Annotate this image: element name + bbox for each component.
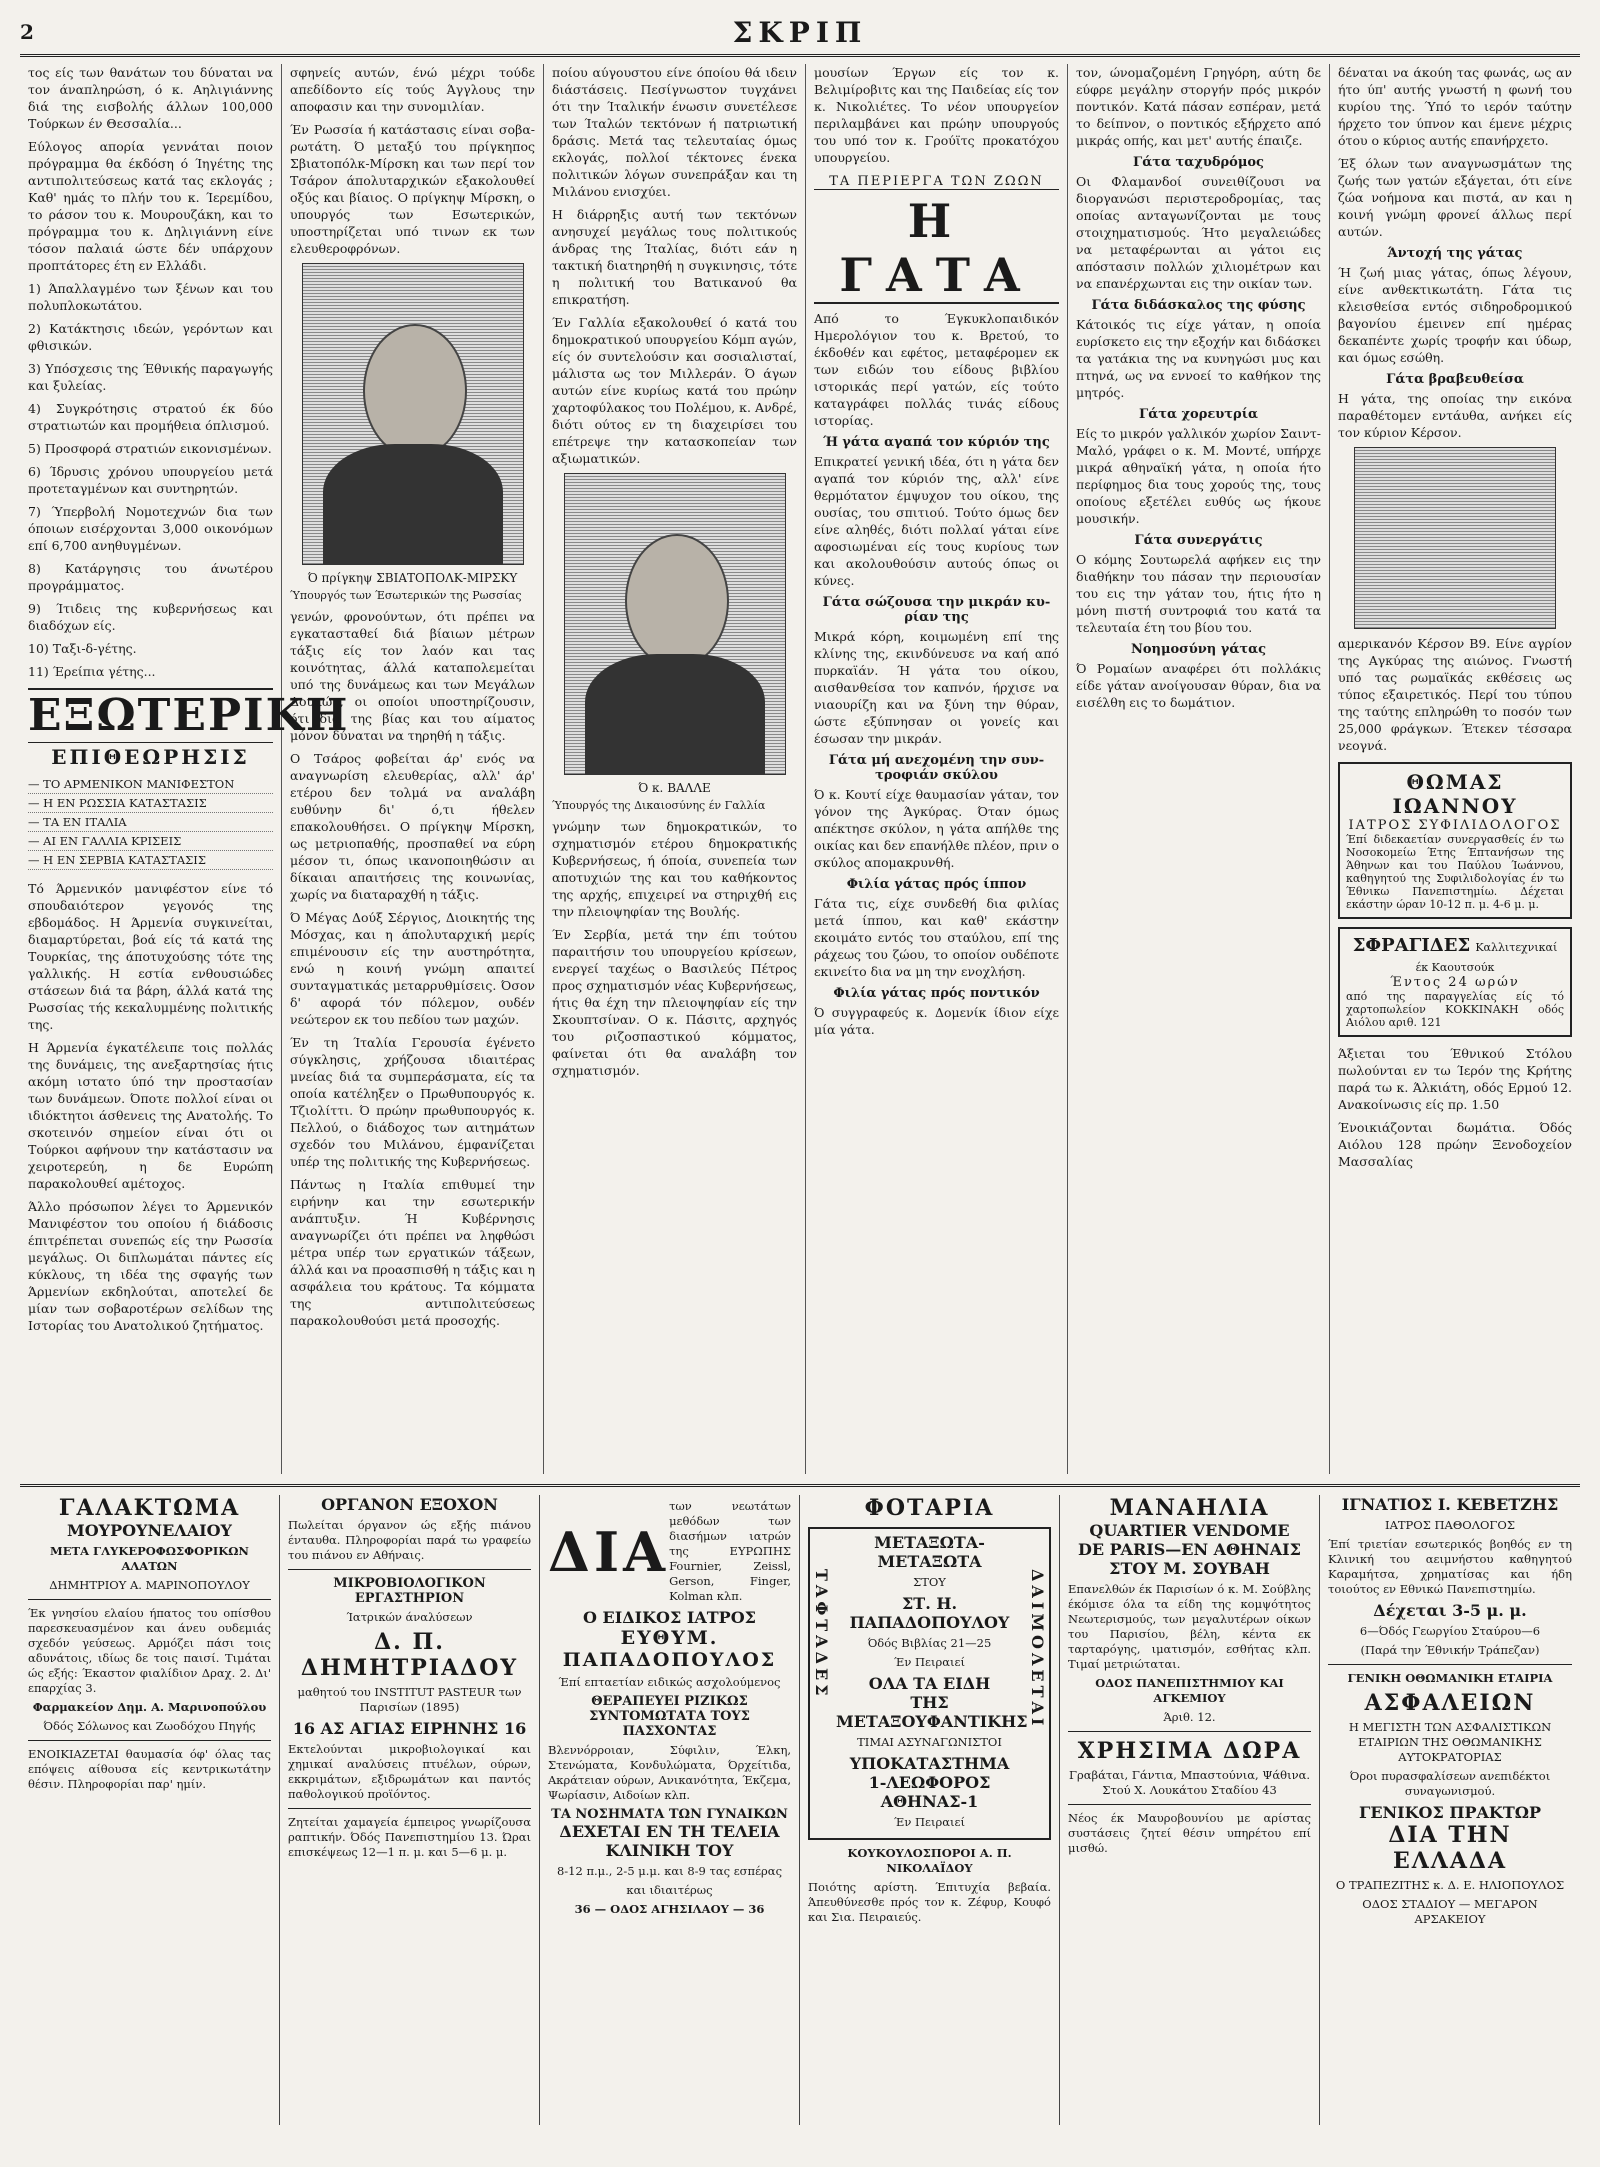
lab-name: Δ. Π. ΔΗΜΗΤΡΙΑΔΟΥ	[300, 1629, 519, 1681]
rooms-ad: Ένοικιάζονται δωμάτια. Όδός Αιόλου 128 πρώην Ξενοδοχείον Μασσαλίας	[1338, 1120, 1572, 1169]
ad-title: ΜΑΝΑΗΛΙΑ	[1109, 1495, 1270, 1521]
gift-title: ΧΡΗΣΙΜΑ ΔΩΡΑ	[1077, 1738, 1302, 1764]
paragraph: μουσίων Έργων είς τον κ. Βελιμίροβιτς και της Παιδείας είς τον κ. Νικολιέτες. Το νέον υπουργείον περιλαμβάνει και πρώην υπουργούς του υπό τον κ. Γρούϊτς προκατόχου υπουργείου.	[814, 65, 1059, 165]
ad-branch-place: Έν Πειραιεί	[894, 1815, 965, 1829]
ad-line: Έπί επταετίαν ειδικώς ασχολούμενος	[558, 1675, 781, 1689]
ad-address: ΟΔΟΣ ΠΑΝΕΠΙΣΤΗΜΙΟΥ ΚΑΙ ΑΓΚΕΜΙΟΥ	[1095, 1676, 1284, 1705]
ad-doctor-insurance	[1320, 1495, 1580, 2125]
ad-place: Έν Πειραιεί	[894, 1655, 965, 1669]
paragraph: Ό κ. Κουτί είχε θαυμασίαν γάταν, τον γόνον της Άγκύρας. Όταν όμως απέκτησε σκύλον, η γάτα απήλθε της οικίας και δεν επανήλθε πλέον, πριν ο σκύλος απομακρυνθή.	[814, 787, 1059, 870]
doctor-ad	[1338, 762, 1572, 919]
ad-maker: ΔΗΜΗΤΡΙΟΥ Α. ΜΑΡΙΝΟΠΟΥΛΟΥ	[49, 1578, 250, 1592]
divider	[288, 1808, 531, 1809]
gift-list: Γραβάται, Γάντια, Μπαστούνια, Ψάθινα. Στού Χ. Λουκάτου Σταδίου 43	[1068, 1768, 1311, 1797]
list-item: 3) Υπόσχεσις της Έθνικής παραγωγής και ξυλείας.	[28, 361, 273, 393]
ad-of: ΣΤΟΥ Μ. ΣΟΥΒΑΗ	[1109, 1559, 1270, 1578]
ad-address: 36 — ΟΔΟΣ ΑΓΗΣΙΛΑΟΥ — 36	[574, 1902, 765, 1916]
masthead: ΣΚΡΙΠ	[732, 16, 868, 49]
lab-more: Εκτελούνται μικροβιολογικαί και χημικαί αναλύσεις πτυέλων, ούρων, εκκριμάτων, εξιδρωμάτων και παντός παθολογικού προϊόντος.	[288, 1742, 531, 1801]
doctor-address: 6—Όδός Γεωργίου Σταύρου—6	[1359, 1624, 1541, 1638]
paragraph: Κάτοικός τις είχε γάταν, η οποία ευρίσκετο εις την εξοχήν και διδάσκει τα γατάκια της να κυνηγώσι μυς και πτηνά, ως να εννοεί το καθήκον της μητρός.	[1076, 317, 1321, 400]
ad-all: ΟΛΑ ΤΑ ΕΙΔΗ	[868, 1674, 991, 1693]
portrait-caption: Ό κ. ΒΑΛΛΕ	[638, 781, 711, 795]
ad-specialist-doctor	[540, 1495, 800, 2125]
subheading: Φιλία γάτας πρός ποντικόν	[833, 986, 1040, 1001]
insurance-top: ΓΕΝΙΚΗ ΟΘΩΜΑΝΙΚΗ ΕΤΑΙΡΙΑ	[1347, 1671, 1553, 1685]
paragraph: γνώμην των δημοκρατικών, το σχηματισμόν ετέρου δημοκρατικής Κυβερνήσεως, ή όποία, συνεπεία των αποτυχιών της και του καθήκοντος της αρχής, επιχειρεί να στηριχθή εις την πλειοψηφίαν της Βουλής.	[552, 819, 797, 919]
paragraph: Είς το μικρόν γαλλικόν χωρίον Σαιντ-Μαλό, γράφει ο κ. Μ. Μοντέ, υπήρχε μικρά αθηναϊκή γάτα, η οποία ήτο περίφημος δια τους χορούς της, τους οποίους εξετέλει ευθύς ως ήκουε μουσικήν.	[1076, 426, 1321, 526]
portrait-subcaption: Ύπουργός της Δικαιοσύνης έν Γαλλία	[552, 799, 766, 812]
ad-hours: 8-12 π.μ., 2-5 μ.μ. και 8-9 τας εσπέρας	[556, 1864, 783, 1878]
paragraph: Εύλογος απορία γεννάται ποιον πρόγραμμα θα έκδόση ό Ίηγέτης της αντιπολιτεύσεως κατά τας εκλογάς ; Καθ' ημάς το πλήν του κ. Ίερεμίδου, το ράσον του κ. Μουρουζάκη, και το πρόγραμμα του κ. Δηλιγιάννη είνε τόσον παλαιά ώστε δέν υπάρχουν προπτάτορες έτη εν Ελλάδι.	[28, 139, 273, 273]
list-item: 4) Συγκρότησις στρατού έκ δύο στρατιωτών και προμήθεια όπλισμού.	[28, 401, 273, 433]
newspaper-page	[20, 14, 1580, 2134]
lab-sub: Ίατρικών άναλύσεων	[346, 1610, 473, 1624]
column-6	[1330, 64, 1580, 1474]
ad-free: και ιδιαιτέρως	[626, 1883, 713, 1897]
ad-sub: ΜΕΤΑ ΓΛΥΚΕΡΟΦΩΣΦΟΡΙΚΩΝ ΑΛΑΤΩΝ	[50, 1544, 249, 1573]
portrait-subcaption: Ύπουργός των Έσωτερικών της Ρωσσίας	[290, 589, 522, 602]
subheading: Άντοχή της γάτας	[1387, 246, 1523, 261]
ad-side-left: ΤΑΦΤΑΔΕΣ	[812, 1569, 831, 1700]
paragraph: Ο κόμης Σουτωρελά αφήκεν εις την διαθήκην του πάσαν την περιουσίαν του εις την γάταν του, ήτις ήτο η μόνη πιστή συντροφιά του κατά τα τελευταία έτη του βίου του.	[1076, 552, 1321, 635]
ad-text: Πωλείται όργανον ώς εξής πιάνου ένταυθα. Πληροφορίαι παρά τω γραφείω του πιάνου εν Αθήναις.	[288, 1518, 531, 1562]
section-heading: ΕΞΩΤΕΡΙΚΗ	[28, 690, 350, 741]
seal-sub: Έντος 24 ωρών	[1390, 975, 1520, 990]
ad-frame	[808, 1527, 1051, 1840]
ad-cod-liver-oil	[20, 1495, 280, 2125]
paragraph: Τό Άρμενικόν μανιφέστον είνε τό σπουδαιότερον γεγονός της εβδομάδος. Η Άρμενία συγκινείται, διαμαρτύρεται, βοά είς τά κατά της Τουρκίας, της άποτυχούσης τότε της γαλλικής. Η εστία ενθουσιώδες στάσεων διά τα βάρη, άλλά κατά της Ρωσσίας τής κεκαλυμμένης πολιτικής της.	[28, 881, 273, 1032]
subheading: Νοημοσύνη γάτας	[1130, 642, 1267, 657]
paragraph: δέναται να άκούη τας φωνάς, ως αν ήτο ύπ' αυτής γνωστή η φωνή του κυρίου της. Ύπό το ιερόν ταύτην ήρχετο τον ύπνον και έμενε μέχρις ότου ο κύριος αυτής επανήρχετο.	[1338, 65, 1572, 148]
ad-address: Όδός Βιβλίας 21—25	[867, 1636, 992, 1650]
ad-branch-address: 1-ΛΕΩΦΟΡΟΣ ΑΘΗΝΑΣ-1	[868, 1773, 991, 1811]
subheading: Γάτα βραβευθείσα	[1386, 372, 1524, 387]
ad-text: Επανελθών έκ Παρισίων ό κ. Μ. Σούβλης έκόμισε όλα τα είδη της κομψότητος Νεωτερισμούς, των μεγαλυτέρων οίκων του Παρισίου, βέλη, κέντα εκ ταρταρόγης, ιματισμόν, εσθήτας κλπ. Τιμαί μετριώταται.	[1068, 1582, 1311, 1671]
ad-desc: Ποιότης αρίστη. Έπιτυχία βεβαία. Άπευθύνεσθε πρός τον κ. Ζέφυρ, Κουφό και Σια. Πειραιεύς.	[808, 1880, 1051, 1924]
paragraph: Ό Μέγας Δούξ Σέργιος, Διοικητής της Μόσχας, και η άπολυταρχική μερίς επιμένουσιν είς την αυστηρότητα, ενώ η κοινή γνώμη απαιτεί συνταγματικάς μεταρρυθμίσεις. Όσον δ' αφορά τόν πόλεμον, ουδέν νεώτερον εκ του πεδίου των μαχών.	[290, 910, 535, 1027]
doctor-role: ΙΑΤΡΟΣ ΣΥΦΙΛΙΔΟΛΟΓΟΣ	[1348, 818, 1562, 833]
ad-name: ΣΤ. Η. ΠΑΠΑΔΟΠΟΥΛΟΥ	[849, 1594, 1010, 1632]
portrait-face	[363, 324, 467, 458]
ad-text: Έκ γνησίου ελαίου ήπατος του οπίσθου παρεσκευασμένον και άνευ ουδεμιάς σχεδόν γεύσεως. Αρμόζει πάσι τοις αδυνάτοις, ιδίως δε τοις παισί. Τιμάται ώς εξής: Έκαστον φιαλίδιον Δραχ. 2. Δι' επαρχίας 3.	[28, 1606, 271, 1695]
portrait-body	[323, 444, 503, 564]
divider	[1068, 1804, 1311, 1805]
seal-text: από της παραγγελίας είς τό χαρτοπωλείον ΚΟΚΚΙΝΑΚΗ οδός Αιόλου αριθ. 121	[1346, 990, 1564, 1029]
paragraph: Η Άρμενία έγκατέλειπε τοις πολλάς της δυνάμεις, της ανεξαρτησίας ήτις ακόμη ιστατο ύπό την προστασίαν των δυνάμεων. Όποτε πολλοί είναι οι ιδιόκτητοι άσθενεις της Ανατολής. Το σκοτεινόν σημείον είναι ότι οι Τούρκοι αφήνουν την κατάστασιν να χειροτερεύη, η δε Ευρώπη παρακολουθεί αμέτοχος.	[28, 1040, 273, 1191]
list-item: 7) Ύπερβολή Νομοτεχνών δια των όποιων εισέρχονται 3,000 οικονόμων επί 6,700 ανηθυγμένων.	[28, 504, 273, 553]
insurance-agent: ΓΕΝΙΚΟΣ ΠΡΑΚΤΩΡ	[1358, 1803, 1542, 1822]
paragraph: Η γάτα, της οποίας την εικόνα παραθέτομεν εντάυθα, ανήκει είς τον κύριον Κέρσον.	[1338, 391, 1572, 440]
ad-title: ΓΑΛΑΚΤΩΜΑ	[58, 1495, 241, 1521]
subheading: Γάτα χορευτρία	[1139, 407, 1258, 422]
subheading: Φιλία γάτας πρός ίππον	[846, 877, 1027, 892]
doctor-name: ΙΓΝΑΤΙΟΣ Ι. ΚΕΒΕΤΖΗΣ	[1341, 1495, 1559, 1514]
page-header	[20, 14, 1580, 57]
paragraph: ποίου αύγουστου είνε όποίου θά ιδειν διάστάσεις. Πεσίγνωστον τυγχάνει ότι την Ίταλικήν ένωσιν συνετέλεσε των Ίταλών τεκτόνων ή πατριωτική δράσις. Μετά τας τελευταίας όμως εκλογάς, πολλοί τέκτονες ένεκα πολιτικών λόγων συνεπράξαν και τη Μιλάνου ενισχύει.	[552, 65, 797, 199]
section-subheading: ΕΠΙΘΕΩΡΗΣΙΣ	[51, 745, 250, 769]
subheading: Γάτα συνεργάτις	[1134, 533, 1263, 548]
paragraph: Άλλο πρόσωπον λέγει το Άρμενικόν Μανιφέστον του οποίου ή διάδοσις έπιτρέπεται συνεπώς είς την Ρωσσία μεγάλως. Οι διπλωμάται πάντες είς κύκλους, τη ιδέα της σφαγής των Άρμενίων εκδηλούται, αποτελεί δε μίαν των σοβαροτέρων σελίδων της Ιστορίας του Ανατολικού ζητήματος.	[28, 1199, 273, 1333]
doctor-text: Έπί τριετίαν εσωτερικός βοηθός εν τη Κλινική του αειμνήστου καθηγητού Καραμήτσα, χρηματίσας και ήδη τοιούτος εν Εθνικώ Πανεπιστημίω.	[1328, 1537, 1572, 1596]
paragraph: Οι Φλαμανδοί συνειθίζουσι να διοργανώσι περιστεροδρομίας, τας οποίας ανταγωνίζονται με τους στοιχηματισμούς. Ήτο μεγαλειώδες να μεταφέρωνται αι γάτοι εις απόστασιν πολλών χιλιομέτρων και να επανέρχωνται εις την οικίαν των.	[1076, 174, 1321, 291]
ad-name: ΜΟΥΡΟΥΝΕΛΑΙΟΥ	[67, 1521, 232, 1540]
topic-item: — ΤΟ ΑΡΜΕΝΙΚΟΝ ΜΑΝΙΦΕΣΤΟΝ	[28, 775, 273, 794]
paragraph: γενών, φρονούντων, ότι πρέπει να εγκατασταθεί διά βίαιων μέτρων τάξις είς τον λαόν και τας κοινότητας, άλλά καταπολεμείται υπό της δυνάμεως και των Μεγάλων Δουκών, οι οποίοι υποστηρίζουσιν, ότι διά της βίας και του αίματος μόνον δύναται να τηρηθή η τάξις.	[290, 609, 535, 743]
ad-header	[548, 1495, 791, 1608]
ad-items: ΤΗΣ ΜΕΤΑΞΟΥΦΑΝΤΙΚΗΣ	[836, 1693, 1028, 1731]
doctor-name: ΕΥΘΥΜ. ΠΑΠΑΔΟΠΟΥΛΟΣ	[562, 1627, 777, 1671]
lab-title: ΜΙΚΡΟΒΙΟΛΟΓΙΚΟΝ ΕΡΓΑΣΤΗΡΙΟΝ	[333, 1576, 486, 1606]
list-item: 10) Ταξι-δ-γέτης.	[28, 641, 137, 656]
paragraph: Ό συγγραφεύς κ. Δομενίκ ίδιον είχε μία γάτα.	[814, 1005, 1059, 1037]
portrait-body	[585, 654, 765, 774]
subheading: Γάτα σώζουσα την μικράν κυρίαν της	[822, 595, 1051, 625]
ad-side-right: ΔΑΙΜΟΛΕΤΑΙ	[1028, 1569, 1047, 1730]
insurance-bank-address: ΟΔΟΣ ΣΤΑΔΙΟΥ — ΜΕΓΑΡΟΝ ΑΡΣΑΚΕΙΟΥ	[1362, 1897, 1538, 1926]
seal-title: ΣΦΡΑΓΙΔΕΣ	[1352, 935, 1471, 956]
topics-list	[28, 775, 273, 870]
paragraph: σφηνείς αυτών, ένώ μέχρι τούδε απεδίδοντο είς τούς Άγγλους την αποφασιν και την συνομιλίαν.	[290, 65, 535, 114]
column-1	[20, 64, 350, 1474]
ad-sub: ΤΑ ΝΟΣΗΜΑΤΑ ΤΩΝ ΓΥΝΑΙΚΩΝ	[551, 1807, 788, 1822]
doctor-role: ΙΑΤΡΟΣ ΠΑΘΟΛΟΓΟΣ	[1385, 1518, 1515, 1532]
ad-branch: ΥΠΟΚΑΤΑΣΤΗΜΑ	[849, 1754, 1010, 1773]
insurance-terms: Όροι πυρασφαλίσεων ανεπιδέκτοι συναγωνισμού.	[1349, 1769, 1551, 1798]
paragraph: Επικρατεί γενική ιδέα, ότι η γάτα δεν αγαπά τον κύριόν της, αλλ' είνε θερμότατον έμψυχον του οίκου, της ουσίας, του σπιτιού. Τούτο όμως δεν είνε αληθές, διότι πολλαί γάται είνε αφοσιωμέναι είς τους κυρίους των και ακολουθούσιν αυτούς όπως οι κύνες.	[814, 454, 1059, 588]
paragraph: Έν τη Ίταλία Γερουσία έγένετο σύγκλησις, χρήζουσα ιδιαιτέρας μνείας διά τα συμπεράσματα, είς τα οποία κατέληξεν ο Πρωθυπουργός κ. Τζιολίττι. Ό πρώην πρωθυπουργός κ. Πελλού, ο διάδοχος των αιτημάτων σχεδόν του Μιλάνου, έμφανίζεται υπέρ της πολιτικής της Κυβερνήσεως.	[290, 1035, 535, 1169]
ad-quartier: QUARTIER VENDOME	[1089, 1521, 1290, 1540]
ad-receives: ΔΕΧΕΤΑΙ ΕΝ ΤΗ ΤΕΛΕΙΑ ΚΛΙΝΙΚΗ ΤΟΥ	[559, 1822, 780, 1860]
list-item: 6) Ίδρυσις χρόνου υπουργείου μετά προτεταγμένων και συντηρητών.	[28, 464, 273, 496]
ad-address: Όδός Σόλωνος και Ζωοδόχου Πηγής	[43, 1719, 256, 1733]
doctor-hours: Δέχεται 3-5 μ. μ.	[1373, 1601, 1527, 1620]
lab-text: μαθητού του INSTITUT PASTEUR των Παρισίων (1895)	[297, 1685, 522, 1714]
divider	[288, 1569, 531, 1570]
seal-ad	[1338, 927, 1572, 1037]
paragraph: τον, ώνομαζομένη Γρηγόρη, αύτη δε εύφρε μεγάλην στοργήν πρός μικρόν ποντικόν. Κατά πάσαν εσπέραν, μετά το δείπνον, ο ποντικός εξήρχετο από μικράς οπής, και μετ' αυτής έπαιζε.	[1076, 65, 1321, 148]
divider	[28, 1740, 271, 1741]
ad-title: ΟΡΓΑΝΟΝ ΕΞΟΧΟΝ	[321, 1495, 498, 1514]
ad-title: ΦΟΤΑΡΙΑ	[864, 1495, 995, 1521]
ad-room: Ζητείται χαμαγεία έμπειρος γνωρίζουσα ραπτικήν. Όδός Πανεπιστημίου 13. Ώραι επισκέψεως 12—1 π. μ. και 5—6 μ. μ.	[288, 1815, 531, 1859]
doctor-near: (Παρά την Έθνικήν Τράπεζαν)	[1360, 1643, 1540, 1657]
paragraph: Ό Ρομαίων αναφέρει ότι πολλάκις είδε γάταν ανοίγουσαν θύραν, δια να εισέλθη εις το δωμάτιον.	[1076, 661, 1321, 710]
divider	[1328, 1664, 1572, 1665]
ad-top: ΜΕΤΑΞΩΤΑ-ΜΕΤΑΞΩΤΑ	[874, 1533, 985, 1571]
paragraph: αμερικανόν Κέρσον Β9. Είνε αγρίον της Αγκύρας της αιώνος. Γνωστή υπό τας ρωμαϊκάς εκθέσεις ως τύπος εξαιρετικός. Περί του τύπου της ταύτης επληρώθη το ποσόν των 25,000 φράγκων. Έτεκεν τέσσαρα νεογνά.	[1338, 636, 1572, 753]
portrait-engraving	[564, 473, 786, 775]
cat-engraving	[1354, 447, 1556, 629]
lab-address: 16 ΑΣ ΑΓΙΑΣ ΕΙΡΗΝΗΣ 16	[292, 1719, 527, 1738]
feature-label: ΤΑ ΠΕΡΙΕΡΓΑ ΤΩΝ ΖΩΩΝ	[814, 174, 1059, 190]
paragraph: Έν Γαλλία εξακολουθεί ό κατά του δημοκρατικού υπουργείου Κόμπ αγών, είς όν συντελούσιν και σοσιαλισταί, μάλιστα ως τον Μιλλεράν. Ό άγων αυτών είνε κυρίως κατά του πρώην χαρτοφύλακος του Πολέμου, κ. Ανδρέ, διότι ούτος εν τη διαχειρίσει του επέτρεψε την κατασκοπείαν των αξιωματικών.	[552, 315, 797, 466]
doctor-name: ΘΩΜΑΣ ΙΩΑΝΝΟΥ	[1392, 770, 1518, 818]
insurance-text: Η ΜΕΓΙΣΤΗ ΤΩΝ ΑΣΦΑΛΙΣΤΙΚΩΝ ΕΤΑΙΡΙΩΝ ΤΗΣ ΟΘΩΜΑΝΙΚΗΣ ΑΥΤΟΚΡΑΤΟΡΙΑΣ	[1348, 1720, 1552, 1764]
list-item: 2) Κατάκτησις ιδεών, γερόντων και φθισικών.	[28, 321, 273, 353]
list-item: 9) Ίτιδεις της κυβερνήσεως και διαδόχων είς.	[28, 601, 273, 633]
topic-item: — Η ΕΝ ΣΕΡΒΙΑ ΚΑΤΑΣΤΑΣΙΣ	[28, 851, 273, 870]
insurance-bank: Ο ΤΡΑΠΕΖΙΤΗΣ κ. Δ. Ε. ΗΛΙΟΠΟΥΛΟΣ	[1335, 1878, 1565, 1892]
topic-item: — Η ΕΝ ΡΩΣΣΙΑ ΚΑΤΑΣΤΑΣΙΣ	[28, 794, 273, 813]
feature-title: Η ΓΑΤΑ	[814, 194, 1059, 304]
ad-de-paris: DE PARIS—ΕΝ ΑΘΗΝΑΙΣ	[1078, 1540, 1301, 1559]
subheading: Γάτα ταχυδρόμος	[1133, 155, 1264, 170]
ad-number: Άριθ. 12.	[1163, 1710, 1216, 1724]
ad-silks	[800, 1495, 1060, 2125]
list-item: 5) Προσφορά στρατιών εικονισμένων.	[28, 441, 272, 456]
paragraph: Έν Σερβία, μετά την έπι τούτου παραιτήσιν του υπουργείου κρίσεων, ενεργεί ταχέως ο Βασιλεύς Πέτρος προς σχηματισμόν νέας Κυβερνήσεως, ήτις θα έχη την πλειοψηφίαν είς την Σκουπτσίναν. Ο κ. Πάσιτς, αρχηγός του ριζοσπαστικού κόμματος, φαίνεται ότι θα αναλάβη τον σχηματισμόν.	[552, 927, 797, 1078]
topic-item: — ΤΑ ΕΝ ΙΤΑΛΙΑ	[28, 813, 273, 832]
list-item: 11) Έρείπια γέτης...	[28, 664, 156, 679]
ad-bottom: ΚΟΥΚΟΥΛΟΣΠΟΡΟΙ Α. Π. ΝΙΚΟΛΑΪΔΟΥ	[847, 1846, 1012, 1875]
list-item: 8) Κατάργησις του άνωτέρου προγράμματος.	[28, 561, 273, 593]
portrait-caption: Ό πρίγκηψ ΣΒΙΑΤΟΠΟΛΚ-ΜΙΡΣΚΥ	[307, 571, 518, 585]
page-number: 2	[20, 20, 34, 44]
subheading: Ή γάτα αγαπά τον κύριόν της	[823, 435, 1050, 450]
ad-fashion	[1060, 1495, 1320, 2125]
ad-news: Νέος έκ Μαυροβουνίου με αρίστας συστάσεις ζητεί θέσιν υπηρέτου επί μισθώ.	[1068, 1811, 1311, 1855]
column-2	[282, 64, 544, 1474]
paragraph: Έξ όλων των αναγνωσμάτων της ζωής των γατών εξάγεται, ότι είνε ζώα νοήμονα και πιστά, αν και η κοινή γνώμη φρονεί άλλως περί αυτών.	[1338, 156, 1572, 239]
ad-treat: ΘΕΡΑΠΕΥΕΙ ΡΙΖΙΚΩΣ ΣΥΝΤΟΜΩΤΑΤΑ ΤΟΥΣ ΠΑΣΧΟΝΤΑΣ	[589, 1694, 750, 1739]
seal-right: Καλλιτεχνικαί έκ Καουτσούκ	[1415, 941, 1558, 974]
divider	[28, 1599, 271, 1600]
subheading: Γάτα διδάσκαλος της φύσης	[1091, 298, 1306, 313]
insurance-title: ΑΣΦΑΛΕΙΩΝ	[1364, 1690, 1536, 1716]
paragraph: Γάτα τις, είχε συνδεθή δια φιλίας μετά ίππου, και καθ' εκάστην εκοιμάτο εντός του σταύλου, επί της ράχεως του ζώου, το οποίον ουδέποτε εκινείτο δια να μη την ενοχλήση.	[814, 896, 1059, 979]
ad-big-word: ΔΙΑ	[548, 1519, 670, 1584]
column-4	[806, 64, 1068, 1474]
doctor-text: Έπί διδεκαετίαν συνεργασθείς έν τω Νοσοκομείω Έτης Έπτανήσων της Άθηνων και του Παύλου Ίωάννου, καθηγητού της Συφιλιδολογίας έν τω Έθνικω Πανεπιστημίω. Δέχεται εκάστην ώραν 10-12 π. μ. 4-6 μ. μ.	[1346, 833, 1564, 911]
article-columns	[20, 64, 1580, 1474]
advertisements	[20, 1484, 1580, 2137]
subheading: Γάτα μή ανεχομένη την συντροφιάν σκύλου	[828, 753, 1045, 783]
insurance-country: ΔΙΑ ΤΗΝ ΕΛΛΑΔΑ	[1388, 1822, 1512, 1874]
ad-price: ΤΙΜΑΙ ΑΣΥΝΑΓΩΝΙΣΤΟΙ	[857, 1735, 1002, 1749]
ad-shop: Φαρμακείον Δημ. Α. Μαρινοπούλου	[32, 1700, 267, 1714]
paragraph: Μικρά κόρη, κοιμωμένη επί της κλίνης της, εκινδύνευσε να καή από πυρκαϊάν. Ή γάτα του οίκου, αισθανθείσα τον καπνόν, ήρχισε να νιαουρίζη και να ξύνη την θύραν, ώστε εξύπνησαν οι γονείς και έσωσαν την μικράν.	[814, 629, 1059, 746]
ad-organ-lab	[280, 1495, 540, 2125]
paragraph: τος είς των θανάτων του δύναται να τον άναπληρώση, ό κ. Αηλιγιάννης διά της εισβολής άλλων 100,000 Τούρκων έν Θεσσαλία...	[28, 65, 273, 131]
paragraph: Ο Τσάρος φοβείται άρ' ενός να αναγνωρίση ελευθερίας, αλλ' άρ' ετέρου δεν τολμά να αναλάβη ευθύνην δι' ό,τι ήθελεν επακολουθήσει. Ο πρίγκηψ Μίρσκη, ως μετριοπαθής, προσπαθεί να εύρη μέσον τι, όπως ικανοποιηθώσιν αι δίκαιαι απαιτήσεις της κοινωνίας, χωρίς να διαταραχθή η τάξις.	[290, 751, 535, 902]
paragraph: Ή ζωή μιας γάτας, όπως λέγουν, είνε ανθεκτικωτάτη. Γάτα τις κλεισθείσα εντός σιδηροδρομικού βαγονίου έμεινεν επί ημέρας δεκαπέντε χωρίς τροφήν και ύδωρ, και όμως εσώθη.	[1338, 265, 1572, 365]
ad-of: ΣΤΟΥ	[913, 1575, 946, 1589]
shares-ad: Άξιεται του Έθνικού Στόλου πωλούνται εν τω Ίερόν της Κρήτης παρά τω κ. Άλκιάτη, οδός Ερμού 12. Ανακοίνωσις είς πρ. 1.50	[1338, 1046, 1572, 1112]
divider	[1068, 1731, 1311, 1732]
paragraph: Από το Έγκυκλοπαιδικόν Ημερολόγιον του κ. Βρετού, το έκδοθέν και εφέτος, μεταφέρομεν εκ των ειδών του είδους βιβλίου ιστορικάς περί γατών, είς τούτο καταγράφει πολλάς τινάς είδους ιστορίας.	[814, 311, 1059, 428]
column-5	[1068, 64, 1330, 1474]
topic-item: — ΑΙ ΕΝ ΓΑΛΛΙΑ ΚΡΙΣΕΙΣ	[28, 832, 273, 851]
column-3	[544, 64, 806, 1474]
ad-methods: των νεωτάτων μεθόδων των διασήμων ιατρών της ΕΥΡΩΠΗΣ Fournier, Zeissl, Gerson, Finger, Kolman κλπ.	[669, 1499, 791, 1603]
paragraph: Πάντως η Ιταλία επιθυμεί την ειρήνην και την εσωτερικήν ανάπτυξιν. Ή Κυβέρνησις αναγνωρίζει ότι πρέπει να ληφθώσι μέτρα υπέρ των εργατικών τάξεων, άλλά και να προασπισθή η τάξις και η ασφάλεια του κράτους. Τα κόμματα της αντιπολιτεύσεως παρακολουθούσι μετά προσοχής.	[290, 1177, 535, 1328]
paragraph: Έν Ρωσσία ή κατάστασις είναι σοβαρωτάτη. Ό μεταξύ του πρίγκηπος Σβιατοπόλκ-Μίρσκη και των περί τον Τσάρον άπολυταρχικών εξακολουθεί οξύς και βίαιος. Ο πρίγκηψ Μίρσκη, ο υπουργός των Εσωτερικών, υποστηρίζεται υπό τινων εκ των ελευθεροφρόνων.	[290, 122, 535, 256]
ad-list: Βλεννόρροιαν, Σύφιλιν, Έλκη, Στενώματα, Κονδυλώματα, Όρχείτιδα, Ακράτειαν ούρων, Ανικανότητα, Έκζεμα, Ψωρίασιν, Αιδοίων κλπ.	[548, 1743, 791, 1802]
list-item: 1) Άπαλλαγμένο των ξένων και του πολυπλοκωτάτου.	[28, 281, 273, 313]
portrait-face	[625, 534, 729, 668]
paragraph: Η διάρρηξις αυτή των τεκτόνων ανησυχεί μεγάλως τους πολιτικούς άνδρας της Ίταλίας, διότι εάν η τακτική διατηρηθή η συγκινησις, τότε η πολιτική του Βατικανού θα επικρατήση.	[552, 207, 797, 307]
ad-rent: ΕΝΟΙΚΙΑΖΕΤΑΙ θαυμασία όφ' όλας τας επόψεις αίθουσα είς κεντρικωτάτην θέσιν. Πληροφορίαι παρ' ημίν.	[28, 1747, 271, 1791]
ad-title: Ο ΕΙΔΙΚΟΣ ΙΑΤΡΟΣ	[583, 1608, 756, 1627]
portrait-engraving	[302, 263, 524, 565]
